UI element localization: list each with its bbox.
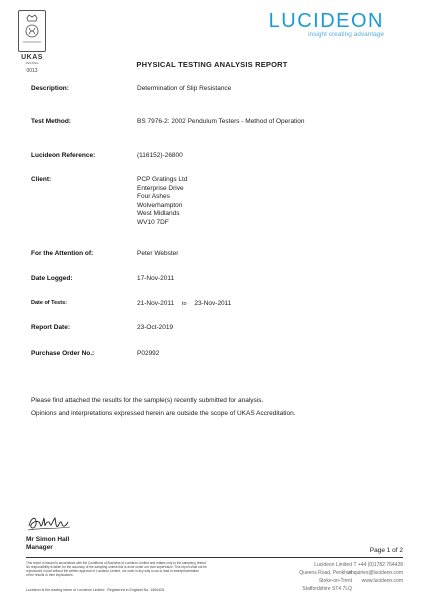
accreditation-note: Opinions and interpretations expressed herein are outside the scope of UKAS Accreditation. [31, 410, 296, 417]
lucideon-logo [269, 10, 384, 38]
client-line: West Midlands [137, 210, 180, 217]
report-date-label: Report Date: [31, 324, 71, 331]
attention-label: For the Attention of: [31, 250, 94, 257]
attention-value: Peter Webster [137, 250, 179, 257]
company-contact [348, 561, 403, 585]
client-line: Enterprise Drive [137, 184, 184, 192]
address-line: Stoke-on-Trent [318, 578, 352, 584]
reference-value: (116152)-26800 [137, 152, 183, 159]
disclaimer-line: This report is issued in accordance with the Conditions of Business of Lucideon Limited and relates only to the sample(s) tested. [26, 561, 207, 565]
description-value: Determination of Slip Resistance [137, 85, 232, 92]
client-line: PCP Gratings Ltd [137, 176, 188, 183]
report-title: PHYSICAL TESTING ANALYSIS REPORT [136, 60, 288, 69]
date-tests-to-word: to [181, 301, 187, 307]
disclaimer-line: of the results or their implications. [26, 573, 74, 577]
reference-label: Lucideon Reference: [31, 152, 96, 159]
ukas-number: 0013 [26, 68, 38, 74]
signatory-name: Mr Simon Hall [26, 536, 70, 543]
ukas-sub: TESTING [25, 61, 39, 65]
date-of-tests-value [137, 300, 231, 307]
purchase-order-label: Purchase Order No.: [31, 350, 95, 357]
disclaimer-line: reproduced in part without the written approval of Lucideon Limited, nor used in any way so as to lead to misrepresentation [26, 569, 199, 573]
client-line: WV10 7DF [137, 218, 169, 226]
website-url: www.lucideon.com [361, 578, 403, 584]
date-tests-from: 21-Nov-2011 [137, 300, 175, 307]
date-of-tests-label: Date of Tests: [31, 300, 67, 306]
client-line: Wolverhampton [137, 201, 183, 209]
disclaimer-line: No responsibility is taken for the accuracy of the sampling unless this is done under our own supervision. This report shall not be [26, 565, 207, 569]
client-line: Four Ashes [137, 193, 170, 200]
company-address [282, 561, 352, 593]
email-address: enquiries@lucideon.com [348, 570, 403, 576]
handwritten-signature [26, 512, 76, 539]
date-logged-label: Date Logged: [31, 275, 73, 282]
disclaimer [26, 561, 266, 577]
test-method-value: BS 7976-2: 2002 Pendulum Testers - Method of Operation [137, 118, 305, 125]
address-line: Staffordshire ST4 7LQ [302, 586, 352, 592]
date-tests-to: 23-Nov-2011 [194, 300, 232, 307]
ukas-crown-icon [18, 10, 46, 52]
address-line: Lucideon Limited [314, 562, 352, 568]
signatory-role: Manager [26, 544, 53, 551]
report-date-value: 23-Oct-2019 [137, 324, 174, 331]
purchase-order-value: P02992 [137, 350, 160, 357]
page-number: Page 1 of 2 [369, 547, 403, 554]
phone-number: T +44 (0)1782 764428 [353, 562, 403, 568]
client-label: Client: [31, 176, 52, 183]
footer-divider [26, 557, 403, 558]
ukas-word: UKAS [21, 54, 43, 61]
results-note: Please find attached the results for the sample(s) recently submitted for analysis. [31, 397, 264, 404]
logo-word: LUCIDEON [268, 10, 384, 32]
address-line: Queens Road, Penkhull [299, 570, 352, 576]
client-address [137, 176, 187, 227]
date-logged-value: 17-Nov-2011 [137, 275, 175, 282]
trading-name-line: Lucideon is the trading name of Lucideon Limited . Registered in England No. 1960405. [26, 588, 166, 592]
signatory [26, 536, 69, 552]
logo-tagline: insight creating advantage [308, 31, 384, 38]
test-method-label: Test Method: [31, 118, 71, 125]
description-label: Description: [31, 85, 69, 92]
